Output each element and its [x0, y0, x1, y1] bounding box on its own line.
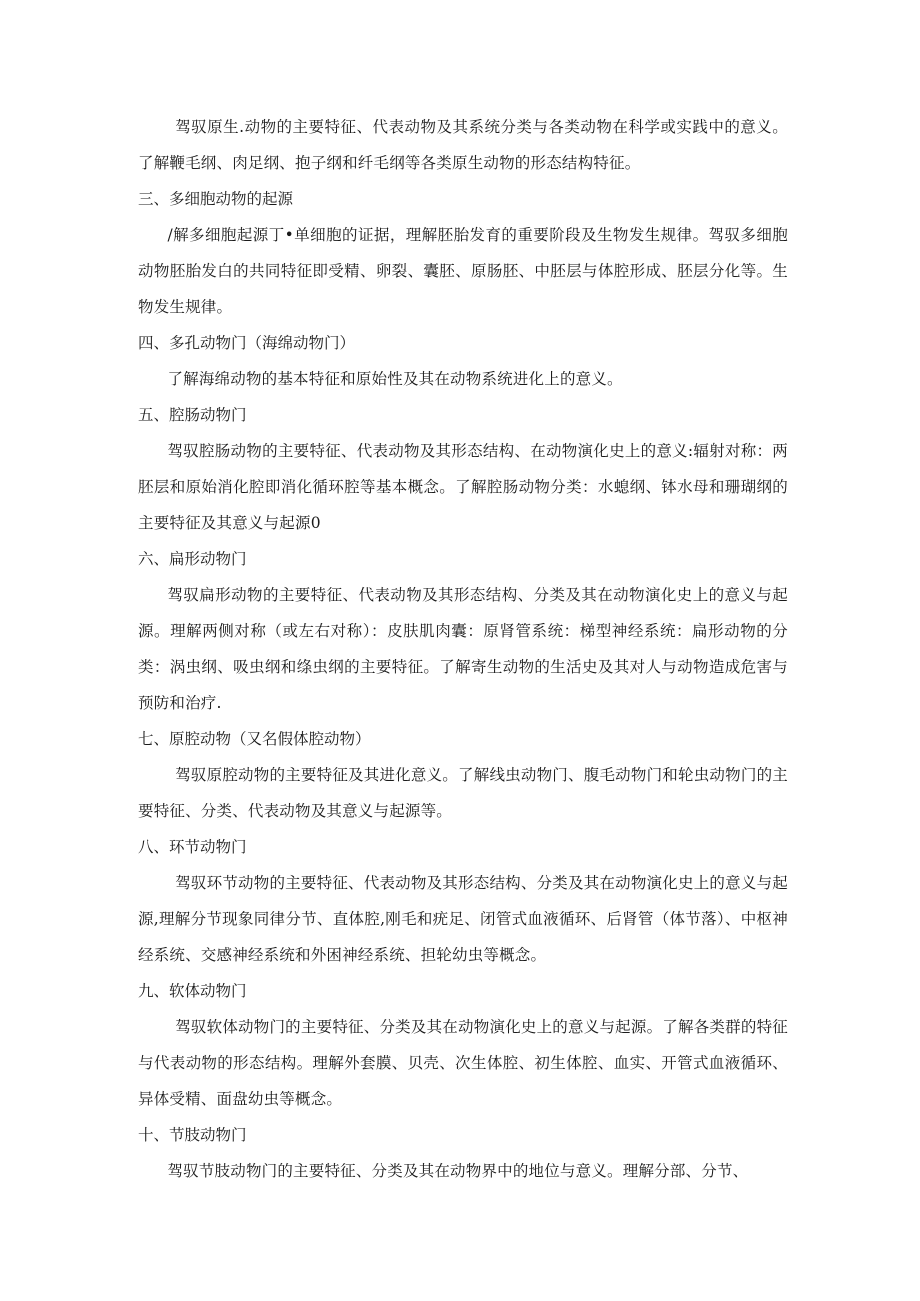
document-body — [138, 109, 788, 1189]
paragraph-protozoa: 驾驭原生.动物的主要特征、代表动物及其系统分类与各类动物在科学或实践中的意义。了解鞭毛纲、肉足纲、抱子纲和纤毛纲等各类原生动物的形态结构特征。 — [138, 118, 788, 172]
heading-section-10: 十、节肢动物门 — [138, 1126, 247, 1144]
paragraph-annelida: 驾驭环节动物的主要特征、代表动物及其形态结构、分类及其在动物演化史上的意义与起源,理解分节现象同律分节、直体腔,刚毛和疣足、闭管式血液循环、后肾管（体节落）、中枢神经系统、交感神经系统和外困神经系统、担轮幼虫等概念。 — [138, 874, 788, 964]
heading-section-8: 八、环节动物门 — [138, 838, 247, 856]
paragraph-mollusca: 驾驭软体动物门的主要特征、分类及其在动物演化史上的意义与起源。了解各类群的特征与代表动物的形态结构。理解外套膜、贝壳、次生体腔、初生体腔、血实、开管式血液循环、异体受精、面盘幼虫等概念。 — [138, 1018, 788, 1108]
heading-section-3: 三、多细胞动物的起源 — [138, 190, 294, 208]
heading-section-4: 四、多孔动物门（海绵动物门） — [138, 334, 356, 352]
heading-section-7: 七、原腔动物（又名假体腔动物） — [138, 730, 371, 748]
paragraph-arthropoda: 驾驭节肢动物门的主要特征、分类及其在动物界中的地位与意义。理解分部、分节、 — [167, 1162, 749, 1180]
paragraph-porifera: 了解海绵动物的基本特征和原始性及其在动物系统进化上的意义。 — [167, 370, 623, 388]
paragraph-multicellular-origin: /解多细胞起源丁•单细胞的证据，理解胚胎发育的重要阶段及生物发生规律。驾驭多细胞动物胚胎发白的共同特征即受精、卵裂、囊胚、原肠胚、中胚层与体腔形成、胚层分化等。生物发生规律。 — [138, 226, 788, 316]
paragraph-pseudocoelomata: 驾驭原腔动物的主要特征及其进化意义。了解线虫动物门、腹毛动物门和轮虫动物门的主要特征、分类、代表动物及其意义与起源等。 — [138, 766, 788, 820]
heading-section-5: 五、腔肠动物门 — [138, 406, 247, 424]
heading-section-9: 九、软体动物门 — [138, 982, 247, 1000]
paragraph-platyhelminthes: 驾驭扁形动物的主要特征、代表动物及其形态结构、分类及其在动物演化史上的意义与起源。理解两侧对称（或左右对称）：皮肤肌肉囊：原肾管系统：梯型神经系统：扁形动物的分类：涡虫纲、吸虫纲和绦虫纲的主要特征。了解寄生动物的生活史及其对人与动物造成危害与预防和治疗. — [138, 586, 788, 712]
heading-section-6: 六、扁形动物门 — [138, 550, 247, 568]
paragraph-coelenterata: 驾驭腔肠动物的主要特征、代表动物及其形态结构、在动物演化史上的意义:辐射对称：两胚层和原始消化腔即消化循环腔等基本概念。了解腔肠动物分类：水螅纲、钵水母和珊瑚纲的主要特征及其意义与起源0 — [138, 442, 788, 532]
